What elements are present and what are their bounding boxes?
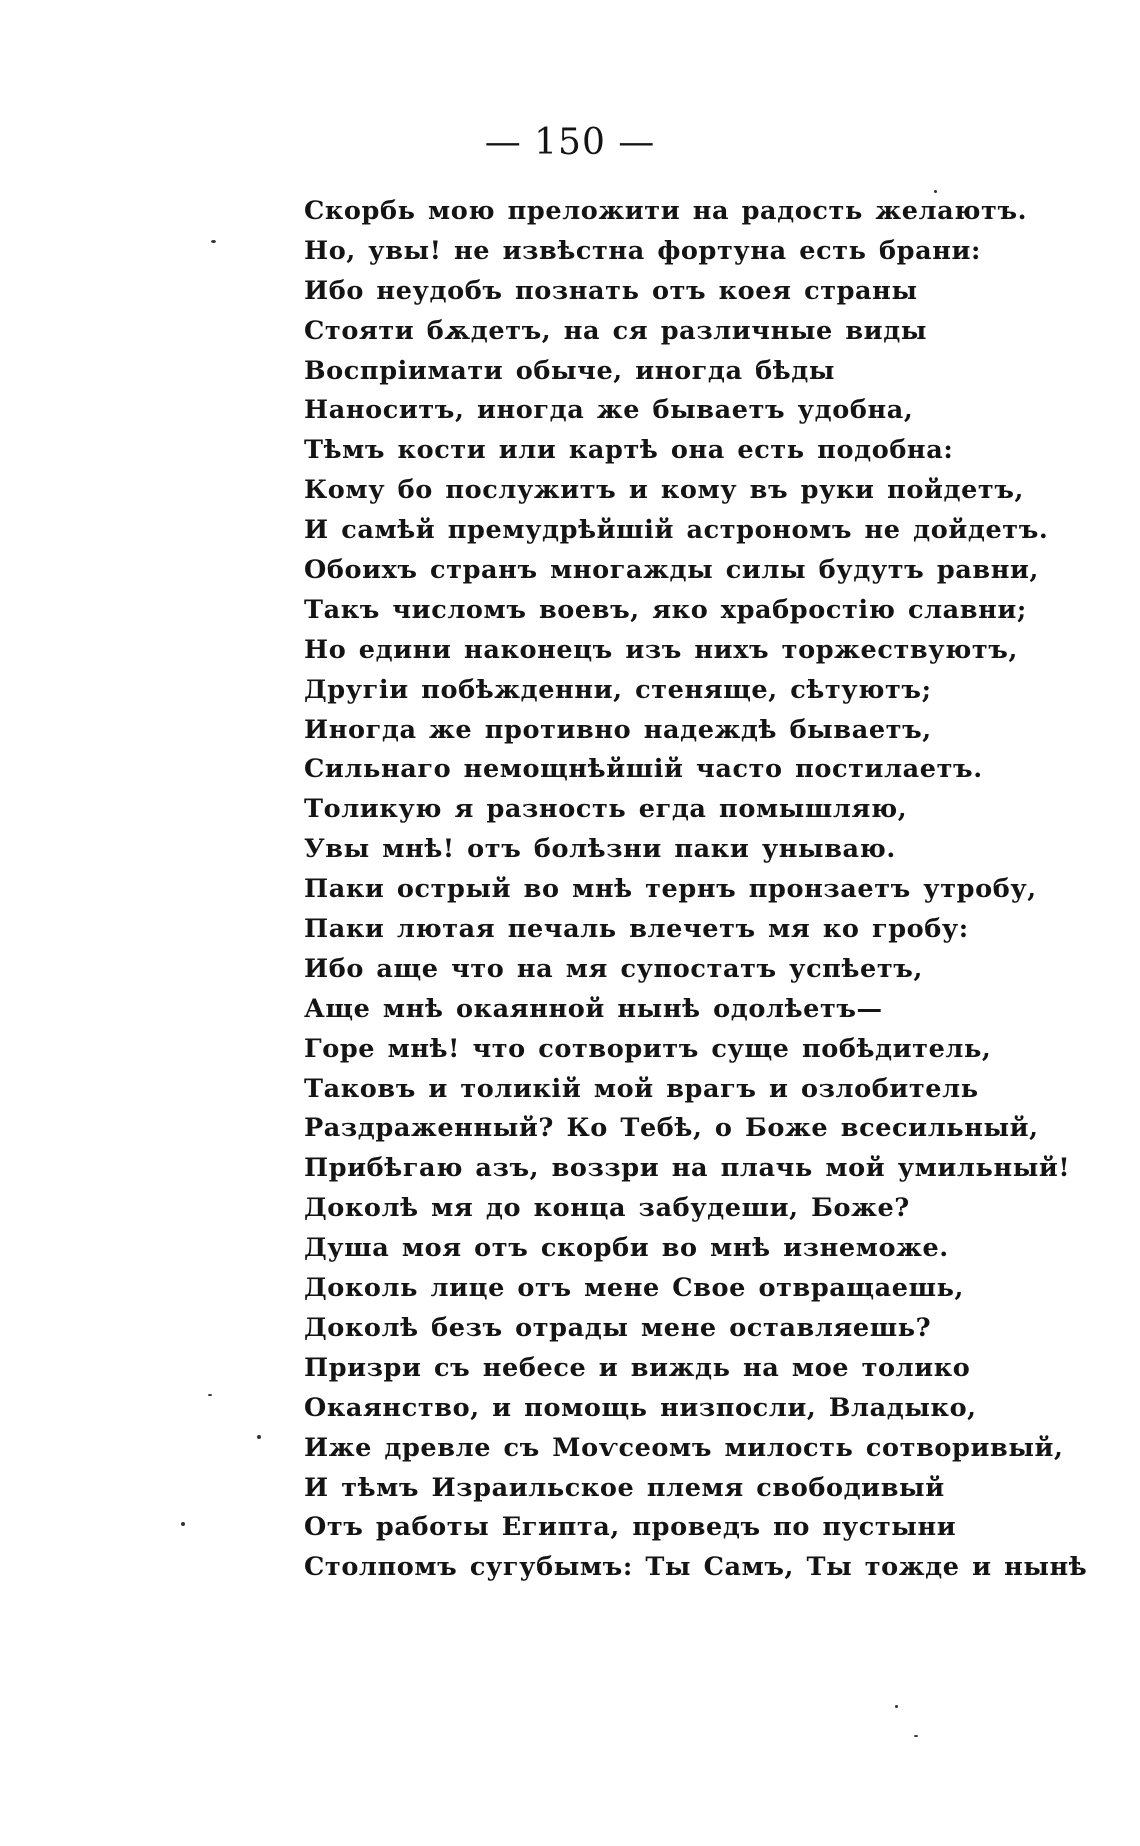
verse-line: Увы мнѣ! отъ болѣзни паки унываю. [304,834,896,865]
verse-line: Раздраженный? Ко Тебѣ, о Боже всесильный, [304,1113,1039,1144]
verse-line: Иногда же противно надеждѣ бываетъ, [304,714,932,745]
verse-line: Доколь лице отъ мене Свое отвращаешь, [304,1273,965,1304]
verse-line: Но едини наконецъ изъ нихъ торжествуютъ, [304,634,1018,665]
verse-line: Паки острый во мнѣ тернъ пронзаетъ утробу, [304,874,1037,905]
verse-line: Прибѣгаю азъ, воззри на плачь мой умильный! [304,1153,1071,1184]
verse-line: Таковъ и толикій мой врагъ и озлобитель [304,1073,979,1104]
verse-line: Тѣмъ кости или картѣ она есть подобна: [304,435,954,466]
verse-line: Окаянство, и помощь низпосли, Владыко, [304,1392,977,1423]
verse-line: Толикую я разность егда помышляю, [304,794,908,825]
verse-line: Горе мнѣ! что сотворитъ суще побѣдитель, [304,1033,992,1064]
verse-line: Ибо аще что на мя супостатъ успѣетъ, [304,953,923,984]
verse-line: Другіи побѣжденни, стенящe, сѣтуютъ; [304,674,932,705]
verse-text [304,192,1087,1588]
scan-speck [257,1435,261,1439]
verse-line: Доколѣ безъ отрады мене оставляешь? [304,1312,932,1343]
scan-speck [934,190,937,193]
verse-line: И тѣмъ Израильское племя свободивый [304,1472,945,1503]
page-number: — 150 — [484,122,656,163]
verse-line: Призри съ небесе и виждь на мое толико [304,1352,971,1383]
verse-line: Воспріимати обыче, иногда бѣды [304,355,836,386]
scan-speck [181,1522,185,1526]
verse-line: Иже древле съ Моѵсеомъ милость сотворивый, [304,1432,1064,1463]
verse-line: Отъ работы Египта, проведъ по пустыни [304,1512,957,1543]
verse-line: Скорбь мою преложити на радость желаютъ. [304,196,1028,226]
verse-line: Такъ числомъ воевъ, яко храбростію славни; [304,594,1027,625]
scan-speck [914,1735,918,1737]
verse-line: Наноситъ, иногда же бываетъ удобна, [304,395,914,426]
verse-line: Аще мнѣ окаянной нынѣ одолѣетъ— [304,993,883,1024]
verse-line: Кому бо послужитъ и кому въ руки пойдетъ, [304,475,1024,506]
verse-line: Столпомъ сугубымъ: Ты Самъ, Ты тожде и нынѣ [304,1552,1088,1583]
verse-line: Доколѣ мя до конца забудеши, Боже? [304,1193,910,1224]
verse-line: Ибо неудобъ познать отъ коея страны [304,275,918,306]
verse-line: Но, увы! не извѣстна фортуна есть брани: [304,235,982,266]
verse-line: И самѣй премудрѣйшій астрономъ не дойдетъ. [304,515,1049,546]
verse-line: Обоихъ странъ многажды силы будутъ равни, [304,555,1040,586]
verse-line: Паки лютая печаль влечетъ мя ко гробу: [304,914,969,945]
scan-speck [211,240,216,243]
scan-speck [208,1394,212,1396]
verse-line: Стояти бѫдетъ, на ся различные виды [304,315,927,346]
verse-line: Сильнаго немощнѣйшій часто постилаетъ. [304,754,983,785]
scan-speck [895,1705,898,1708]
verse-line: Душа моя отъ скорби во мнѣ изнеможе. [304,1233,949,1264]
